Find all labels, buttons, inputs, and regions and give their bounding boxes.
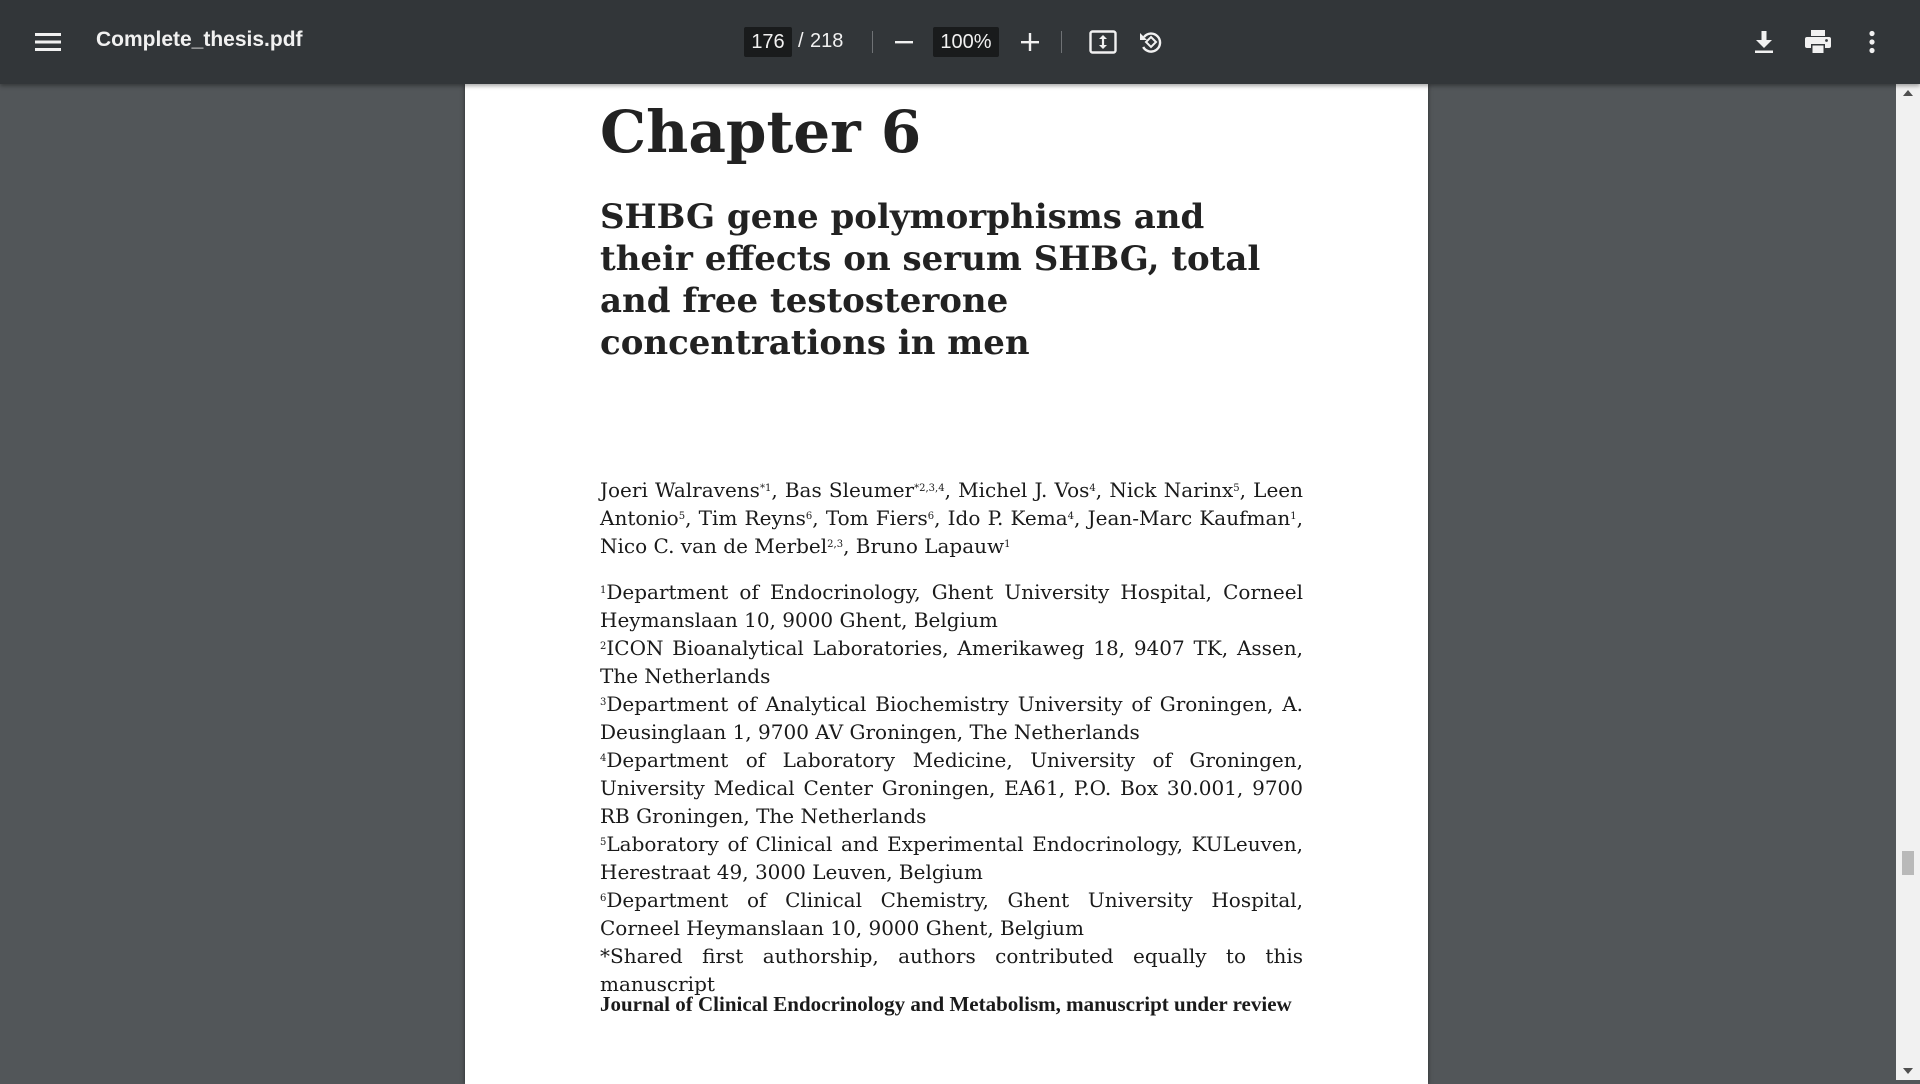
print-icon[interactable] bbox=[1797, 22, 1839, 62]
author-separator: , bbox=[934, 506, 948, 530]
author-separator: , bbox=[812, 506, 826, 530]
hamburger-menu-icon[interactable] bbox=[28, 22, 68, 62]
affiliation-text: Department of Analytical Biochemistry University of Groningen, A. Deusinglaan 1, 9700 AV Groningen, The Netherlands bbox=[600, 692, 1303, 744]
author-affiliation-marker: 6 bbox=[805, 511, 813, 522]
pdf-toolbar bbox=[0, 0, 1920, 84]
author-list bbox=[600, 476, 1303, 560]
affiliation bbox=[600, 690, 1303, 746]
author-name: Ido P. Kema bbox=[947, 506, 1068, 530]
rotate-counterclockwise-icon[interactable] bbox=[1131, 22, 1171, 62]
author-affiliation-marker: 2,3 bbox=[827, 539, 844, 550]
author-affiliation-marker: 4 bbox=[1089, 483, 1096, 494]
author bbox=[1109, 478, 1253, 502]
minus-icon[interactable] bbox=[886, 22, 922, 62]
paper-title: SHBG gene polymorphisms and their effects on serum SHBG, total and free testosterone concentrations in men bbox=[600, 197, 1261, 363]
author-name: Nico C. van de Merbel bbox=[600, 534, 828, 558]
author bbox=[958, 478, 1109, 502]
affiliation-number: 6 bbox=[600, 893, 607, 904]
author-separator: , bbox=[771, 478, 785, 502]
affiliation-text: Department of Clinical Chemistry, Ghent University Hospital, Corneel Heymanslaan 10, 9000 Ghent, Belgium bbox=[600, 888, 1303, 940]
author-separator: , bbox=[685, 506, 699, 530]
affiliation-list bbox=[600, 578, 1303, 998]
scrollbar[interactable] bbox=[1896, 84, 1920, 1080]
affiliation-text: Department of Endocrinology, Ghent University Hospital, Corneel Heymanslaan 10, 9000 Ghent, Belgium bbox=[600, 580, 1303, 632]
author-name: Jean-Marc Kaufman bbox=[1087, 506, 1291, 530]
author-name: Leen Antonio bbox=[600, 478, 1304, 530]
download-icon[interactable] bbox=[1744, 22, 1784, 62]
affiliation-number: 1 bbox=[600, 585, 607, 596]
scrollbar-thumb[interactable] bbox=[1902, 851, 1914, 875]
author-name: Tim Reyns bbox=[698, 506, 806, 530]
author-name: Tom Fiers bbox=[825, 506, 928, 530]
shared-authorship-note: *Shared first authorship, authors contributed equally to this manuscript bbox=[600, 944, 1303, 996]
author-separator: , bbox=[1095, 478, 1110, 502]
author-separator: , bbox=[843, 534, 856, 558]
affiliation-number: 3 bbox=[600, 697, 607, 708]
author-separator: , bbox=[944, 478, 959, 502]
page-separator: / bbox=[798, 30, 804, 52]
author-separator: , bbox=[1296, 506, 1304, 530]
affiliation-number: 2 bbox=[600, 641, 607, 652]
document-title: Complete_thesis.pdf bbox=[96, 28, 303, 51]
author bbox=[600, 534, 856, 558]
zoom-level-input[interactable] bbox=[933, 27, 999, 57]
affiliation-text: ICON Bioanalytical Laboratories, Amerikaweg 18, 9407 TK, Assen, The Netherlands bbox=[600, 636, 1303, 688]
scroll-up-arrow-icon[interactable] bbox=[1896, 84, 1920, 102]
author bbox=[1088, 506, 1303, 530]
author-separator: , bbox=[1239, 478, 1254, 502]
affiliation bbox=[600, 830, 1303, 886]
chapter-heading: Chapter 6 bbox=[600, 98, 922, 166]
author bbox=[948, 506, 1088, 530]
author bbox=[600, 478, 785, 502]
affiliation bbox=[600, 886, 1303, 942]
scroll-down-arrow-icon[interactable] bbox=[1896, 1062, 1920, 1080]
author-affiliation-marker: 1 bbox=[1004, 539, 1011, 550]
journal-note: Journal of Clinical Endocrinology and Metabolism, manuscript under review bbox=[600, 992, 1292, 1016]
author-affiliation-marker: 1 bbox=[1290, 511, 1297, 522]
affiliation-text: Laboratory of Clinical and Experimental Endocrinology, KULeuven, Herestraat 49, 3000 Leuven, Belgium bbox=[600, 832, 1303, 884]
current-page-input[interactable] bbox=[744, 27, 792, 57]
author-name: Nick Narinx bbox=[1109, 478, 1234, 502]
affiliation-number: 4 bbox=[600, 753, 607, 764]
author bbox=[826, 506, 948, 530]
author-separator: , bbox=[1074, 506, 1088, 530]
author bbox=[856, 534, 1011, 558]
affiliation-text: Department of Laboratory Medicine, University of Groningen, University Medical Center Groningen, EA61, P.O. Box 30.001, 9700 RB Groningen, The Netherlands bbox=[600, 748, 1303, 828]
author-name: Michel J. Vos bbox=[958, 478, 1090, 502]
toolbar-divider bbox=[1061, 31, 1062, 53]
author-name: Joeri Walravens bbox=[600, 478, 760, 502]
affiliation bbox=[600, 634, 1303, 690]
toolbar-divider bbox=[872, 31, 873, 53]
affiliation bbox=[600, 578, 1303, 634]
affiliation-number: 5 bbox=[600, 837, 607, 848]
author-affiliation-marker: 6 bbox=[927, 511, 935, 522]
total-pages: 218 bbox=[810, 30, 844, 52]
author-affiliation-marker: 5 bbox=[678, 511, 686, 522]
author bbox=[699, 506, 826, 530]
author-name: Bas Sleumer bbox=[784, 478, 915, 502]
fit-to-page-icon[interactable] bbox=[1083, 22, 1123, 62]
author-affiliation-marker: 4 bbox=[1067, 511, 1075, 522]
author-name: Bruno Lapauw bbox=[855, 534, 1005, 558]
author bbox=[785, 478, 958, 502]
author-affiliation-marker: 5 bbox=[1233, 483, 1240, 494]
pdf-page bbox=[465, 84, 1428, 1084]
affiliation bbox=[600, 746, 1303, 830]
author-affiliation-marker: *1 bbox=[759, 483, 772, 494]
author-affiliation-marker: *2,3,4 bbox=[914, 483, 945, 494]
more-vertical-icon[interactable] bbox=[1852, 22, 1892, 62]
plus-icon[interactable] bbox=[1010, 22, 1050, 62]
